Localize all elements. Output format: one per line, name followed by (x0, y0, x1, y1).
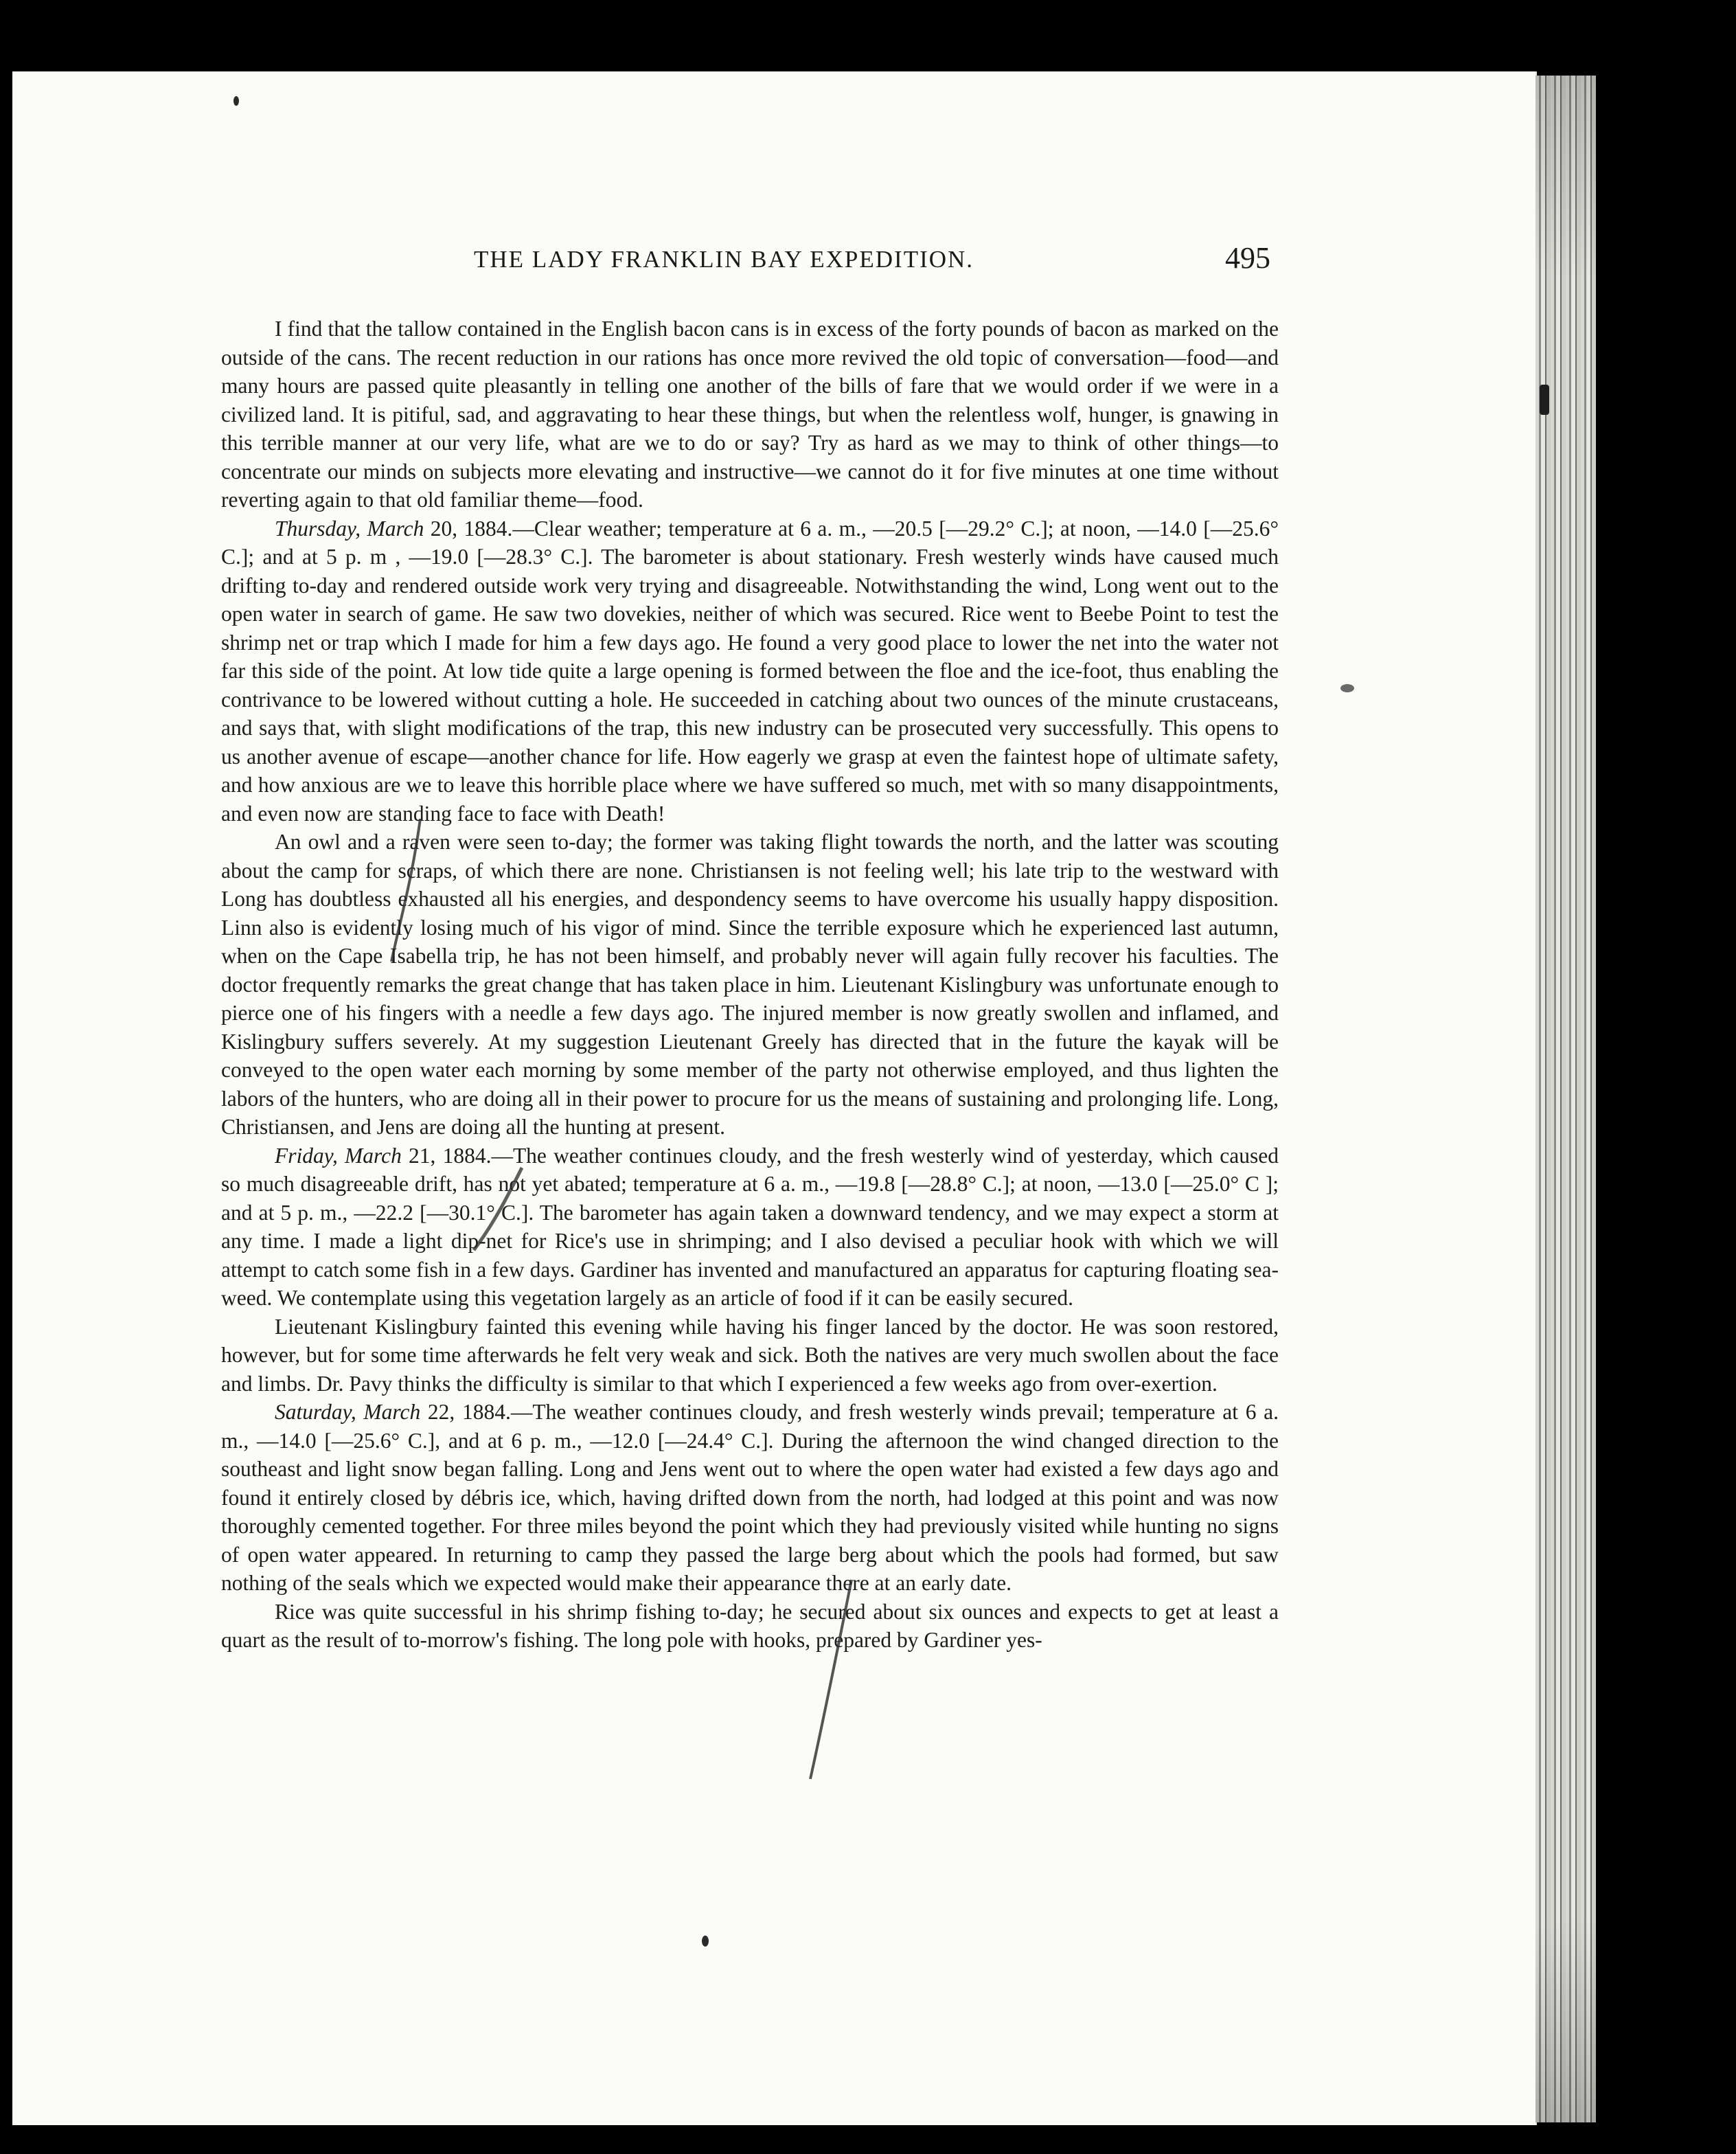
speck-right-margin (1540, 385, 1549, 415)
paragraph-march-22: Saturday, March 22, 1884.—The weather continues cloudy, and fresh westerly winds prevail; temperature at 6 a. m., —14.0 [—25.6° C.], and at 6 p. m., —12.0 [—24.4° C.]. During the afternoon the wind changed direction to the southeast and light snow began falling. Long and Jens went out to where the open water had existed a few days ago and found it entirely closed by débris ice, which, having drifted down from the north, had lodged at this point and was now thoroughly cemented together. For three miles beyond the point which they had previously visited while hunting no signs of open water appeared. In returning to camp they passed the large berg about which the pools had formed, but saw nothing of the seals which we expected would make their appearance there at an early date. (221, 1400, 1279, 1595)
date-march-21: Friday, March (275, 1143, 402, 1168)
speck-right-edge (1340, 684, 1354, 692)
paragraph-kislingbury: Lieutenant Kislingbury fainted this evening while having his finger lanced by the doctor. He was soon restored, however, but for some time afterwards he felt very weak and sick. Both the natives are very much swollen about the face and limbs. Dr. Pavy thinks the difficulty is similar to that which I experienced a few weeks ago from over-exertion. (221, 1314, 1279, 1396)
running-head-title: THE LADY FRANKLIN BAY EXPEDITION. (474, 246, 974, 273)
date-march-20: Thursday, March (275, 516, 424, 541)
date-march-22: Saturday, March (275, 1400, 421, 1424)
body-text (221, 315, 1279, 1655)
page-number: 495 (1225, 241, 1270, 275)
paragraph-rice-shrimp: Rice was quite successful in his shrimp fishing to-day; he secured about six ounces and expects to get at least a quart as the result of to-morrow's fishing. The long pole with hooks, prepared by Gardiner yes- (221, 1599, 1279, 1652)
paragraph-owl-raven: An owl and a raven were seen to-day; the former was taking flight towards the north, and the latter was scouting about the camp for scraps, of which there are none. Christiansen is not feeling well; his late trip to the westward with Long has doubtless exhausted all his energies, and despondency seems to have overcome his usually happy disposition. Linn also is evidently losing much of his vigor of mind. Since the terrible exposure which he experienced last autumn, when on the Cape Isabella trip, he has not been himself, and probably never will again fully recover his faculties. The doctor frequently remarks the great change that has taken place in him. Lieutenant Kislingbury was unfortunate enough to pierce one of his fingers with a needle a few days ago. The injured member is now greatly swollen and inflamed, and Kislingbury suffers severely. At my suggestion Lieutenant Greely has directed that in the future the kayak will be conveyed to the open water each morning by some member of the party not otherwise employed, and thus lighten the labors of the hunters, who are doing all in their power to procure for us the means of sustaining and prolonging life. Long, Christiansen, and Jens are doing all the hunting at present. (221, 830, 1279, 1139)
paragraph-march-21: Friday, March 21, 1884.—The weather continues cloudy, and the fresh westerly wind of yesterday, which caused so much disagreeable drift, has not yet abated; temperature at 6 a. m., —19.8 [—28.8° C.]; at noon, —13.0 [—25.0° C ]; and at 5 p. m., —22.2 [—30.1° C.]. The barometer has again taken a downward tendency, and we may expect a storm at any time. I made a light dip-net for Rice's use in shrimping; and I also devised a peculiar hook with which we will attempt to catch some fish in a few days. Gardiner has invented and manufactured an apparatus for capturing floating sea-weed. We contemplate using this vegetation largely as an article of food if it can be easily secured. (221, 1143, 1279, 1310)
paragraph-tallow: I find that the tallow contained in the English bacon cans is in excess of the forty pounds of bacon as marked on the outside of the cans. The recent reduction in our rations has once more revived the old topic of conversation—food—and many hours are passed quite pleasantly in telling one another of the bills of fare that we would order if we were in a civilized land. It is pitiful, sad, and aggravating to hear these things, but when the relentless wolf, hunger, is gnawing in this terrible manner at our very life, what are we to do or say? Try as hard as we may to think of other things—to concentrate our minds on subjects more elevating and instructive—we cannot do it for five minutes at one time without reverting again to that old familiar theme—food. (221, 317, 1279, 512)
speck-top-left (233, 96, 239, 106)
speck-bottom (702, 1936, 709, 1947)
paragraph-march-20: Thursday, March 20, 1884.—Clear weather; temperature at 6 a. m., —20.5 [—29.2° C.]; at noon, —14.0 [—25.6° C.]; and at 5 p. m , —19.0 [—28.3° C.]. The barometer is about stationary. Fresh westerly winds have caused much drifting to-day and rendered outside work very trying and disagreeable. Notwithstanding the wind, Long went out to the open water in search of game. He saw two dovekies, neither of which was secured. Rice went to Beebe Point to test the shrimp net or trap which I made for him a few days ago. He found a very good place to lower the net into the water not far this side of the point. At low tide quite a large opening is formed between the floe and the ice-foot, thus enabling the contrivance to be lowered without cutting a hole. He succeeded in catching about two ounces of the minute crustaceans, and says that, with slight modifications of the trap, this new industry can be prosecuted very successfully. This opens to us another avenue of escape—another chance for life. How eagerly we grasp at even the faintest hope of ultimate safety, and how anxious are we to leave this horrible place where we have suffered so much, met with so many disappointments, and even now are standing face to face with Death! (221, 516, 1279, 826)
page-edge-strips (1535, 76, 1596, 2122)
running-head (220, 241, 1270, 287)
